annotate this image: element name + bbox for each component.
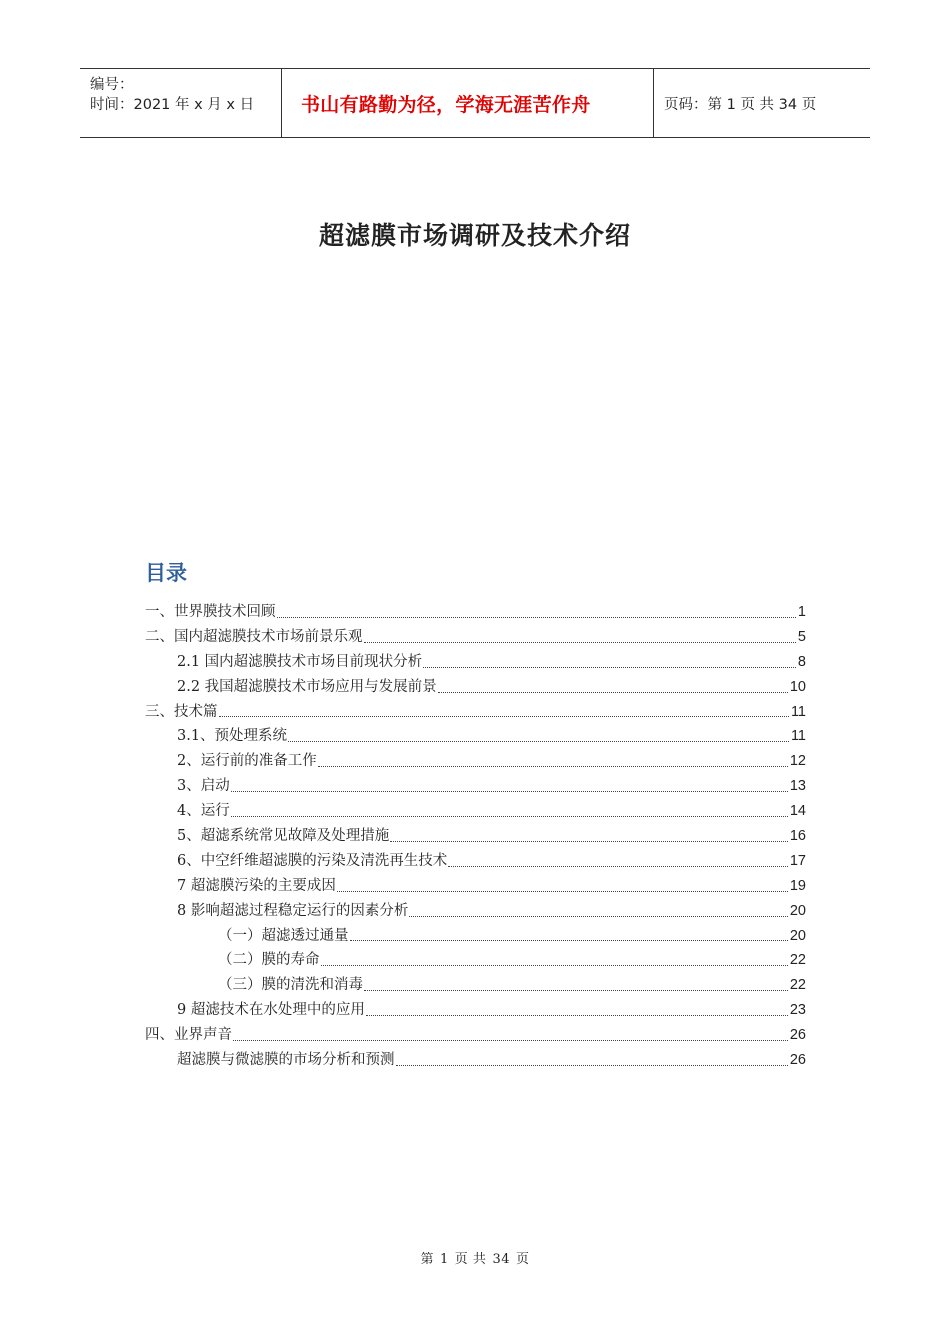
toc-entry-page[interactable]: 17: [789, 852, 806, 869]
toc-leader-dots: [448, 866, 788, 867]
toc-entry-page[interactable]: 23: [789, 1002, 806, 1019]
toc-entry-page[interactable]: 11: [790, 728, 806, 745]
toc-entry-label[interactable]: （一）超滤透过通量: [218, 927, 349, 944]
toc-entry[interactable]: [145, 998, 806, 1023]
toc-entry-page[interactable]: 10: [789, 678, 806, 695]
toc-leader-dots: [438, 692, 788, 693]
toc-entry-page[interactable]: 5: [797, 628, 806, 645]
toc-entry[interactable]: [145, 824, 806, 849]
toc-entry[interactable]: [145, 948, 806, 973]
toc-entry-label[interactable]: 6、中空纤维超滤膜的污染及清洗再生技术: [177, 852, 448, 869]
toc-entry[interactable]: [145, 625, 806, 650]
toc-entry-page[interactable]: 22: [789, 952, 806, 969]
toc-entry-label[interactable]: 2.1 国内超滤膜技术市场目前现状分析: [177, 653, 423, 670]
page-info-text: 页码：第 1 页 共 34 页: [664, 96, 817, 113]
toc-entry-label[interactable]: 二、国内超滤膜技术市场前景乐观: [145, 628, 363, 645]
toc-entry-page[interactable]: 26: [789, 1027, 806, 1044]
toc-entry-page[interactable]: 20: [789, 927, 806, 944]
toc-entry[interactable]: [145, 874, 806, 899]
table-of-contents: [145, 600, 806, 1073]
toc-leader-dots: [364, 990, 788, 991]
toc-leader-dots: [396, 1065, 788, 1066]
toc-leader-dots: [390, 841, 788, 842]
toc-entry-label[interactable]: 4、运行: [177, 803, 230, 820]
toc-leader-dots: [231, 816, 788, 817]
toc-leader-dots: [277, 617, 796, 618]
toc-entry-label[interactable]: 8 影响超滤过程稳定运行的因素分析: [177, 902, 409, 919]
toc-entry-label[interactable]: 3.1、预处理系统: [177, 728, 288, 745]
toc-entry-label[interactable]: 2.2 我国超滤膜技术市场应用与发展前景: [177, 678, 437, 695]
number-label: 编号：: [90, 77, 134, 93]
toc-entry[interactable]: [145, 650, 806, 675]
document-title: 超滤膜市场调研及技术介绍: [318, 221, 631, 250]
toc-leader-dots: [364, 642, 796, 643]
toc-entry[interactable]: [145, 799, 806, 824]
toc-entry-page[interactable]: 11: [790, 703, 806, 720]
toc-entry-page[interactable]: 1: [797, 604, 806, 620]
toc-leader-dots: [233, 1040, 788, 1041]
toc-entry-label[interactable]: 超滤膜与微滤膜的市场分析和预测: [177, 1052, 395, 1069]
header-motto-cell: [281, 69, 654, 137]
toc-entry-page[interactable]: 12: [789, 753, 806, 770]
toc-entry-page[interactable]: 8: [797, 653, 806, 670]
toc-entry[interactable]: [145, 849, 806, 874]
toc-entry[interactable]: [145, 600, 806, 625]
footer-suffix: 页: [515, 1252, 530, 1267]
toc-entry-label[interactable]: 9 超滤技术在水处理中的应用: [177, 1002, 365, 1019]
footer-current-page: 1: [440, 1252, 449, 1267]
toc-leader-dots: [321, 965, 788, 966]
toc-entry-page[interactable]: 26: [789, 1052, 806, 1069]
toc-entry-label[interactable]: 2、运行前的准备工作: [177, 753, 317, 770]
toc-leader-dots: [318, 766, 788, 767]
page-footer: [0, 1248, 950, 1267]
toc-leader-dots: [409, 916, 788, 917]
toc-entry[interactable]: [145, 675, 806, 700]
toc-entry[interactable]: [145, 749, 806, 774]
toc-entry-label[interactable]: 5、超滤系统常见故障及处理措施: [177, 828, 390, 845]
toc-entry-page[interactable]: 13: [789, 778, 806, 795]
toc-entry-page[interactable]: 14: [789, 803, 806, 820]
toc-leader-dots: [288, 741, 789, 742]
toc-entry-label[interactable]: 一、世界膜技术回顾: [145, 604, 276, 620]
document-header: [80, 68, 870, 138]
header-meta: [80, 69, 281, 137]
toc-entry-label[interactable]: 四、业界声音: [145, 1027, 232, 1044]
toc-entry[interactable]: [145, 724, 806, 749]
toc-entry-label[interactable]: 7 超滤膜污染的主要成因: [177, 877, 336, 894]
toc-entry[interactable]: [145, 973, 806, 998]
toc-entry[interactable]: [145, 1023, 806, 1048]
header-page-info: [654, 69, 870, 137]
time-label: 时间：2021 年 x 月 x 日: [90, 97, 255, 113]
toc-entry-label[interactable]: （二）膜的寿命: [218, 952, 320, 969]
toc-heading: 目录: [145, 561, 187, 585]
toc-leader-dots: [219, 716, 789, 717]
footer-mid: 页 共: [454, 1252, 487, 1267]
toc-leader-dots: [366, 1015, 788, 1016]
toc-entry-label[interactable]: 三、技术篇: [145, 703, 218, 720]
toc-entry-page[interactable]: 22: [789, 977, 806, 994]
toc-entry[interactable]: [145, 700, 806, 725]
footer-prefix: 第: [420, 1252, 435, 1267]
toc-entry-page[interactable]: 16: [789, 828, 806, 845]
toc-entry-label[interactable]: （三）膜的清洗和消毒: [218, 977, 363, 994]
footer-total-pages: 34: [492, 1252, 510, 1267]
toc-entry-label[interactable]: 3、启动: [177, 778, 230, 795]
toc-entry[interactable]: [145, 1048, 806, 1073]
toc-leader-dots: [231, 791, 788, 792]
toc-entry-page[interactable]: 19: [789, 877, 806, 894]
motto-text: 书山有路勤为径，学海无涯苦作舟: [301, 93, 591, 116]
toc-leader-dots: [423, 667, 796, 668]
toc-entry[interactable]: [145, 924, 806, 949]
toc-leader-dots: [350, 940, 788, 941]
toc-entry[interactable]: [145, 774, 806, 799]
toc-entry-page[interactable]: 20: [789, 902, 806, 919]
toc-leader-dots: [337, 891, 788, 892]
toc-entry[interactable]: [145, 899, 806, 924]
